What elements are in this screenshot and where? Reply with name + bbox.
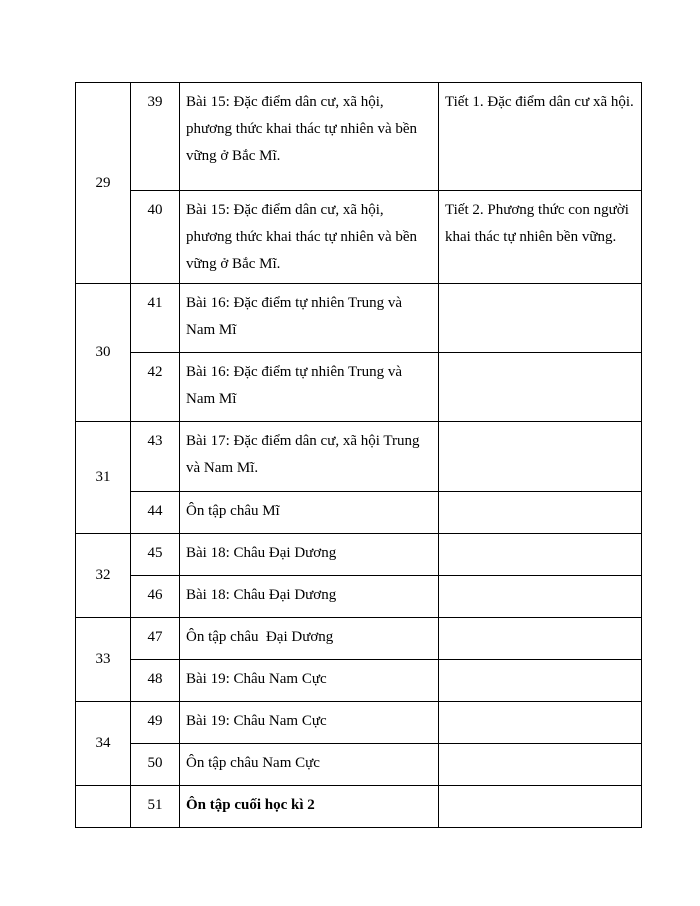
lesson-number-cell: 43	[131, 422, 180, 492]
lesson-note-cell	[439, 786, 642, 828]
lesson-note-cell	[439, 353, 642, 422]
table-row	[76, 83, 642, 191]
lesson-note-cell: Tiết 1. Đặc điểm dân cư xã hội.	[439, 83, 642, 191]
table-row	[76, 353, 642, 422]
lesson-title-cell: Bài 15: Đặc điểm dân cư, xã hội, phương thức khai thác tự nhiên và bền vững ở Bắc Mĩ.	[180, 191, 439, 284]
lesson-note-cell	[439, 618, 642, 660]
lesson-title-cell: Bài 17: Đặc điểm dân cư, xã hội Trung và Nam Mĩ.	[180, 422, 439, 492]
lesson-number-cell: 44	[131, 492, 180, 534]
table-row	[76, 576, 642, 618]
table-row	[76, 786, 642, 828]
lesson-number-cell: 48	[131, 660, 180, 702]
lesson-number-cell: 39	[131, 83, 180, 191]
table-row	[76, 534, 642, 576]
lesson-number-cell: 50	[131, 744, 180, 786]
lesson-title-cell: Ôn tập châu Đại Dương	[180, 618, 439, 660]
week-cell: 30	[76, 284, 131, 422]
lesson-title-cell: Bài 18: Châu Đại Dương	[180, 534, 439, 576]
table-row	[76, 702, 642, 744]
lesson-title-cell: Bài 16: Đặc điểm tự nhiên Trung và Nam Mĩ	[180, 284, 439, 353]
lesson-title-cell: Ôn tập châu Mĩ	[180, 492, 439, 534]
lesson-note-cell	[439, 702, 642, 744]
lesson-note-cell	[439, 284, 642, 353]
lesson-note-cell	[439, 744, 642, 786]
lesson-number-cell: 45	[131, 534, 180, 576]
lesson-title-cell: Bài 15: Đặc điểm dân cư, xã hội, phương thức khai thác tự nhiên và bền vững ở Bắc Mĩ.	[180, 83, 439, 191]
lesson-title-cell: Bài 19: Châu Nam Cực	[180, 702, 439, 744]
lesson-number-cell: 41	[131, 284, 180, 353]
week-cell	[76, 786, 131, 828]
week-cell: 33	[76, 618, 131, 702]
lesson-plan-table	[75, 82, 642, 828]
week-cell: 34	[76, 702, 131, 786]
lesson-title-cell: Bài 18: Châu Đại Dương	[180, 576, 439, 618]
lesson-title-cell: Ôn tập châu Nam Cực	[180, 744, 439, 786]
table-row	[76, 284, 642, 353]
lesson-note-cell	[439, 660, 642, 702]
lesson-number-cell: 47	[131, 618, 180, 660]
week-cell: 31	[76, 422, 131, 534]
table-row	[76, 191, 642, 284]
lesson-title-cell: Ôn tập cuối học kì 2	[180, 786, 439, 828]
lesson-number-cell: 46	[131, 576, 180, 618]
lesson-note-cell	[439, 576, 642, 618]
lesson-title-cell: Bài 19: Châu Nam Cực	[180, 660, 439, 702]
week-cell: 32	[76, 534, 131, 618]
table-row	[76, 618, 642, 660]
lesson-number-cell: 51	[131, 786, 180, 828]
lesson-note-cell	[439, 534, 642, 576]
table-row	[76, 660, 642, 702]
table-row	[76, 422, 642, 492]
lesson-note-cell: Tiết 2. Phương thức con người khai thác tự nhiên bền vững.	[439, 191, 642, 284]
lesson-number-cell: 49	[131, 702, 180, 744]
lesson-number-cell: 40	[131, 191, 180, 284]
table-row	[76, 492, 642, 534]
lesson-note-cell	[439, 492, 642, 534]
lesson-note-cell	[439, 422, 642, 492]
lesson-number-cell: 42	[131, 353, 180, 422]
week-cell: 29	[76, 83, 131, 284]
table-row	[76, 744, 642, 786]
lesson-title-cell: Bài 16: Đặc điểm tự nhiên Trung và Nam Mĩ	[180, 353, 439, 422]
